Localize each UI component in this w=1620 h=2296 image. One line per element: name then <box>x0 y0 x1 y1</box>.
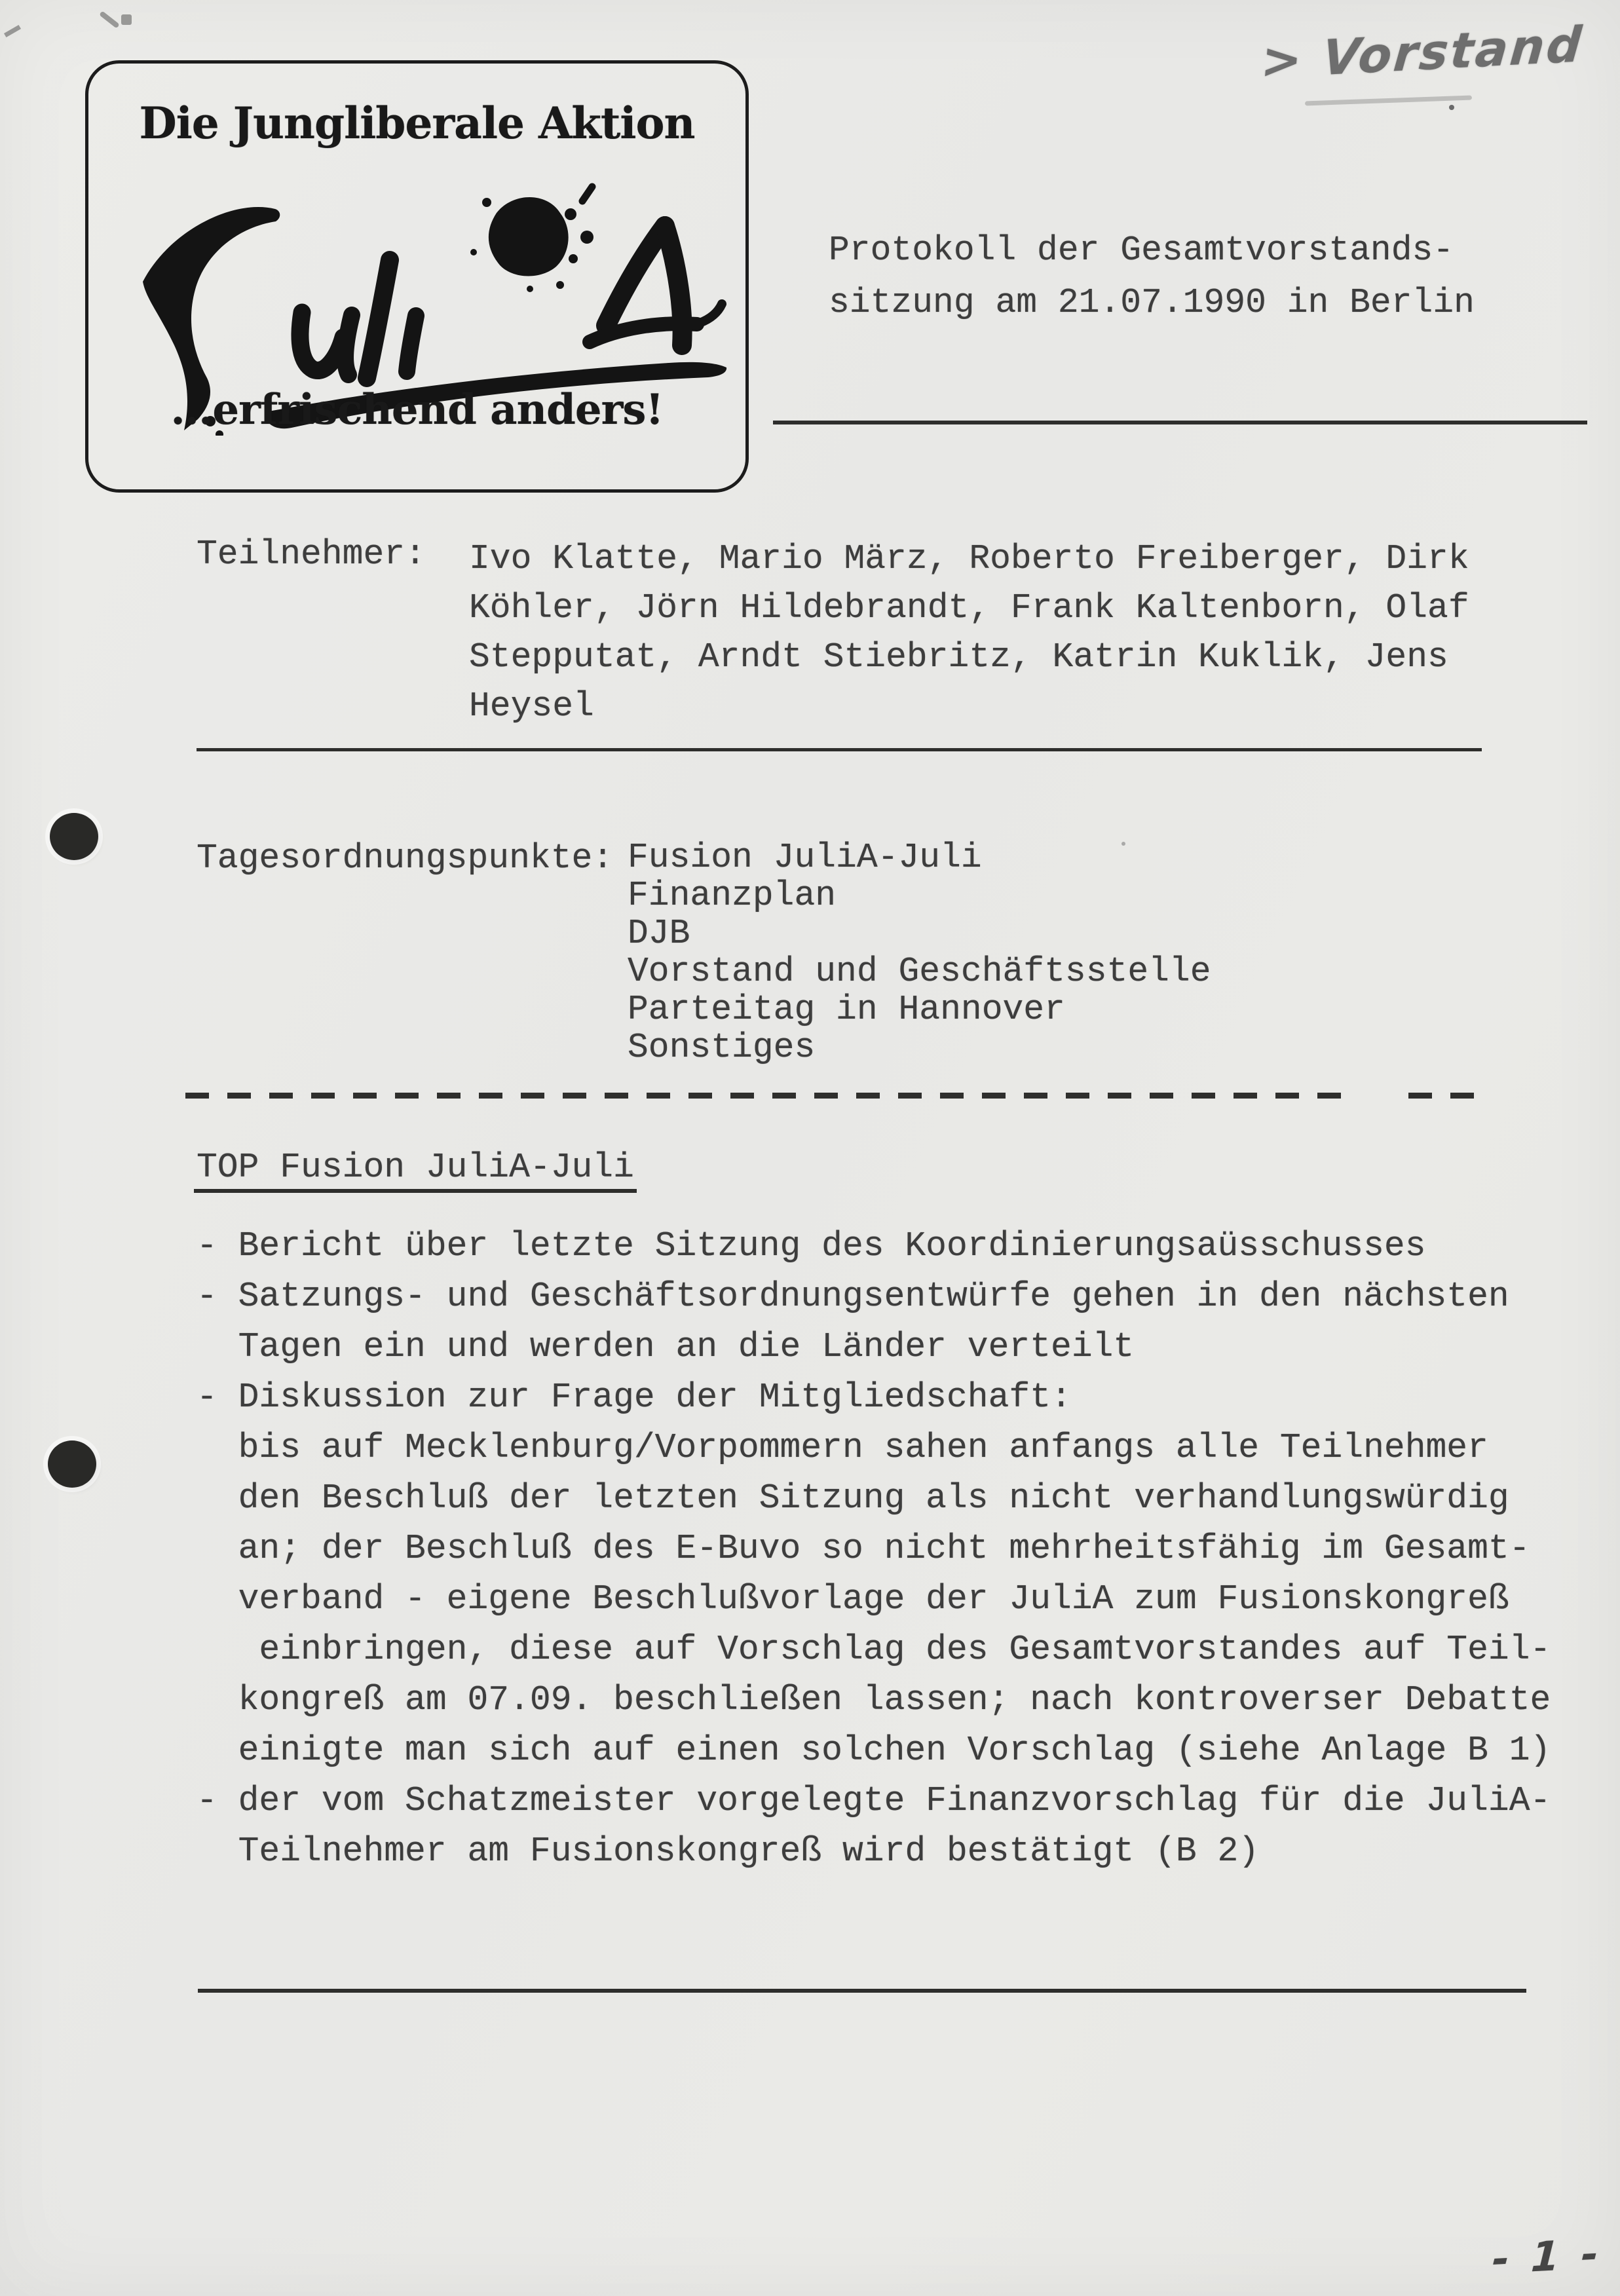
body-line: an; der Beschluß des E-Buvo so nicht mehrheitsfähig im Gesamt- <box>197 1529 1530 1568</box>
document-title-line2: sitzung am 21.07.1990 in Berlin <box>829 283 1475 322</box>
paper-scuff <box>4 25 21 37</box>
body-line: - der vom Schatzmeister vorgelegte Finanzvorschlag für die JuliA- <box>197 1781 1551 1820</box>
body-line: einigte man sich auf einen solchen Vorschlag (siehe Anlage B 1) <box>197 1731 1551 1770</box>
handwritten-page-number: - 1 - <box>1491 2229 1604 2284</box>
participant-line: Ivo Klatte, Mario März, Roberto Freiberger, Dirk <box>469 539 1469 578</box>
logo-org-name: Die Jungliberale Aktion <box>139 98 695 149</box>
paper-speck <box>1449 105 1454 110</box>
paper-scuff <box>99 10 120 28</box>
agenda-list <box>628 838 1211 1066</box>
participant-line: Heysel <box>469 687 594 726</box>
title-underline-rule <box>773 421 1587 424</box>
section-body <box>197 1221 1551 1877</box>
dashed-separator-end <box>1408 1093 1474 1099</box>
handwritten-underline <box>1305 96 1472 106</box>
logo-tagline: ...erfrischend anders! <box>170 385 664 434</box>
body-line: verband - eigene Beschlußvorlage der JuliA zum Fusionskongreß <box>197 1579 1509 1619</box>
document-title-line1: Protokoll der Gesamtvorstands- <box>829 231 1454 270</box>
section-heading-underline <box>194 1189 637 1193</box>
participants-divider-rule <box>197 748 1482 751</box>
section-heading: TOP Fusion JuliA-Juli <box>197 1148 634 1187</box>
body-line: kongreß am 07.09. beschließen lassen; nach kontroverser Debatte <box>197 1680 1551 1720</box>
body-line: Tagen ein und werden an die Länder verteilt <box>197 1327 1135 1366</box>
footer-rule <box>198 1989 1526 1993</box>
hole-punch-bottom <box>48 1440 96 1488</box>
body-line: - Bericht über letzte Sitzung des Koordinierungsaüsschusses <box>197 1226 1426 1266</box>
agenda-item: DJB <box>628 914 690 953</box>
paper-scuff <box>121 14 132 25</box>
body-line: bis auf Mecklenburg/Vorpommern sahen anfangs alle Teilnehmer <box>197 1428 1488 1467</box>
agenda-item: Finanzplan <box>628 876 837 915</box>
participant-line: Stepputat, Arndt Stiebritz, Katrin Kuklik, Jens <box>469 637 1448 677</box>
participants-list <box>469 535 1469 731</box>
agenda-item: Vorstand und Geschäftsstelle <box>628 952 1211 991</box>
body-line: - Satzungs- und Geschäftsordnungsentwürfe gehen in den nächsten <box>197 1277 1509 1316</box>
agenda-item: Fusion JuliA-Juli <box>628 838 982 877</box>
handwritten-note: > Vorstand <box>1258 16 1586 90</box>
logo-box <box>85 60 749 493</box>
body-line: Teilnehmer am Fusionskongreß wird bestätigt (B 2) <box>197 1832 1260 1871</box>
body-line: einbringen, diese auf Vorschlag des Gesamtvorstandes auf Teil- <box>197 1630 1551 1669</box>
agenda-item: Parteitag in Hannover <box>628 990 1065 1029</box>
participants-label: Teilnehmer: <box>197 535 426 574</box>
hole-punch-top <box>50 813 98 860</box>
body-line: den Beschluß der letzten Sitzung als nicht verhandlungswürdig <box>197 1478 1509 1518</box>
participant-line: Köhler, Jörn Hildebrandt, Frank Kaltenborn, Olaf <box>469 588 1469 628</box>
dashed-separator <box>185 1093 1345 1099</box>
body-line: - Diskussion zur Frage der Mitgliedschaft: <box>197 1378 1072 1417</box>
agenda-label: Tagesordnungspunkte: <box>197 838 614 878</box>
agenda-item: Sonstiges <box>628 1028 816 1067</box>
